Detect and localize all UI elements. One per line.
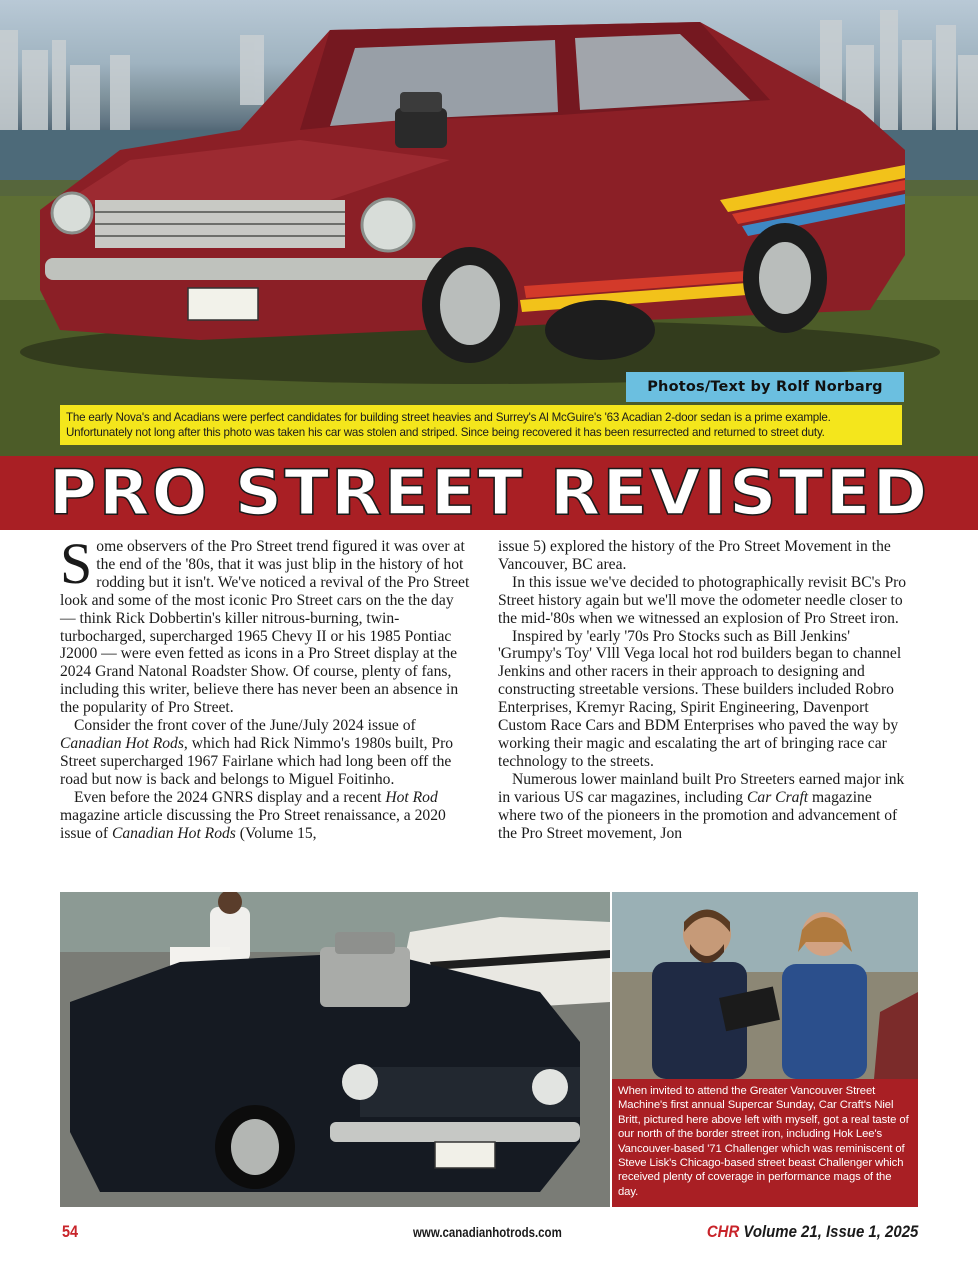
drop-cap: S [60, 531, 93, 596]
paragraph [60, 789, 470, 843]
publication-title: Car Craft [747, 788, 809, 806]
page-number: 54 [62, 1222, 79, 1241]
britt-photo [612, 892, 918, 1079]
photo-credit: Photos/Text by Rolf Norbarg [626, 372, 904, 402]
article-column-right [498, 538, 908, 842]
bottom-caption: When invited to attend the Greater Vancouver Street Machine's first annual Supercar Sunday, Car Craft's Niel Britt, pictured here above left with myself, got a real taste of our north of the border street iron, including Hok Lee's Vancouver-based '71 Challenger which was reminiscent of Steve Lisk's Chicago-based street beast Challenger which received plenty of coverage in performance mags of the day. [612, 1079, 918, 1207]
publication-title: Hot Rod [385, 788, 438, 806]
challenger-illustration [60, 892, 610, 1207]
challenger-photo [60, 892, 610, 1207]
hero-photo [0, 0, 978, 456]
paragraph: Inspired by 'early '70s Pro Stocks such as Bill Jenkins' 'Grumpy's Toy' Vlll Vega local hot rod builders began to channel Jenkins and other racers in their approach to designing and constructing streetable versions. These builders included Robro Enterprises, Kremyr Racing, Spirit Engineering, Davenport Custom Race Cars and BDM Enterprises who paved the way by working their magic and escalating the art of bringing race car technology to the streets. [498, 627, 902, 770]
paragraph [60, 717, 470, 789]
issue-line [706, 1222, 918, 1242]
article-column-left [60, 531, 470, 842]
paragraph-text: Even before the 2024 GNRS display and a recent [74, 788, 386, 806]
paragraph-text: ome observers of the Pro Street trend figured it was over at the end of the '80s, that it was just blip in the history of hot rodding but it isn't. We've noticed a revival of the Pro Street look and some of the most iconic Pro Street cars on the the day — think Rick Dobbertin's killer nitrous-burning, twin-turbocharged, supercharged 1965 Chevy II or his 1985 Pontiac J2000 — were even fetted as icons in a Pro Street display at the 2024 Grand Natonal Roadster Show. Of course, plenty of fans, including this writer, believe there has never been an absence in the popularity of Pro Street. [60, 538, 470, 717]
publication-title: Canadian Hot Rods [111, 824, 236, 842]
hero-caption: The early Nova's and Acadians were perfect candidates for building street heavies and Surrey's Al McGuire's '63 Acadian 2-door sedan is a prime example. Unfortunately not long after this photo was taken his car was stolen and striped. Since being recovered it has been resurrected and returned to street duty. [60, 405, 902, 445]
brand-mark: CHR [706, 1222, 739, 1241]
publication-title: Canadian Hot Rods [60, 734, 184, 752]
paragraph [498, 771, 908, 843]
britt-illustration [612, 892, 918, 1079]
paragraph-text: magazine where two of the pioneers in the promotion and advancement of the Pro Street movement, Jon [498, 788, 898, 842]
paragraph-text: Numerous lower mainland built Pro Streeters earned major ink in various US car magazines, including [498, 770, 905, 806]
issue-text: Volume 21, Issue 1, 2025 [738, 1222, 918, 1241]
paragraph-text: (Volume 15, [235, 824, 317, 842]
paragraph: In this issue we've decided to photographically revisit BC's Pro Street history again but we'll move the odometer needle closer to the mid-'80s when we witnessed an explosion of Pro Street iron. [498, 573, 907, 627]
paragraph-text: Consider the front cover of the June/July 2024 issue of [74, 717, 416, 735]
paragraph: issue 5) explored the history of the Pro Street Movement in the Vancouver, BC area. [498, 538, 891, 573]
paragraph-text: , which had Rick Nimmo's 1980s built, Pro Street supercharged 1967 Fairlane which had long been off the road but now is back and belongs to Miguel Foitinho. [60, 734, 454, 788]
paragraph-text: magazine article discussing the Pro Street renaissance, a 2020 issue of [60, 806, 446, 842]
paragraph [60, 531, 470, 717]
article-title: PRO STREET REVISTED [48, 456, 930, 529]
website-link[interactable]: www.canadianhotrods.com [413, 1225, 562, 1240]
